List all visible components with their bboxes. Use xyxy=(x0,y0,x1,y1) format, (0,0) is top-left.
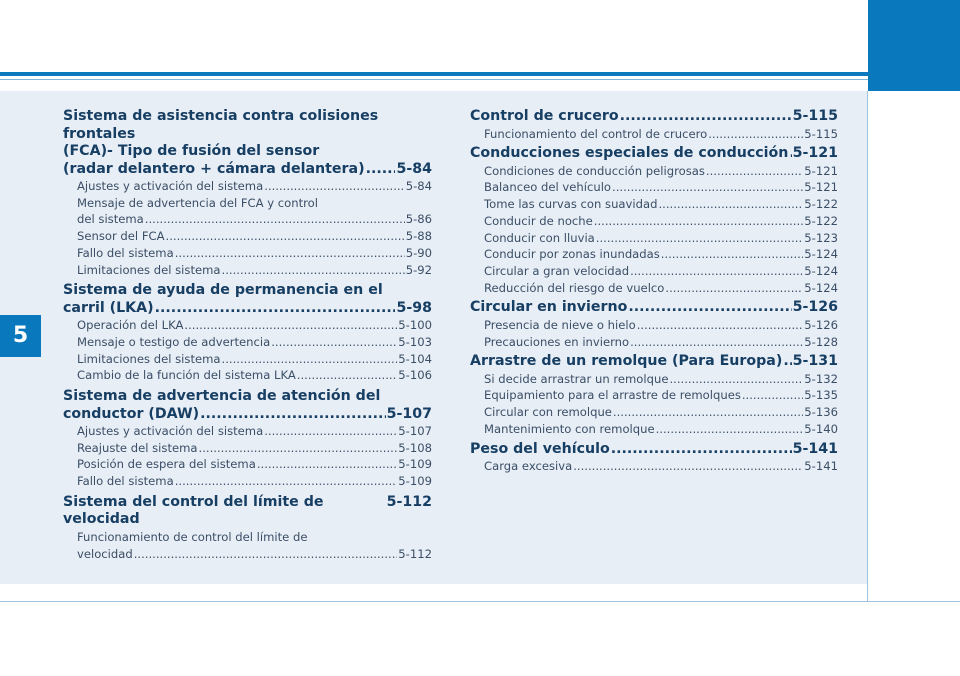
footer-rule xyxy=(0,601,960,602)
entry-line xyxy=(77,228,432,245)
entry-text: Circular con remolque xyxy=(484,405,612,420)
toc-entry[interactable] xyxy=(470,371,838,388)
entry-line xyxy=(77,195,432,212)
page-number: 5-112 xyxy=(386,493,432,510)
toc-entry[interactable] xyxy=(63,334,432,351)
page-number: 5-132 xyxy=(804,371,838,386)
dot-leader xyxy=(184,317,397,334)
section-title[interactable] xyxy=(470,299,838,317)
toc-entry[interactable] xyxy=(470,126,838,143)
page-number: 5-115 xyxy=(792,108,838,124)
toc-entry[interactable] xyxy=(63,351,432,368)
page-number: 5-124 xyxy=(804,280,838,295)
dot-leader xyxy=(199,440,398,457)
section-title-line xyxy=(470,441,838,459)
section-title[interactable] xyxy=(470,108,838,126)
toc-entry[interactable] xyxy=(470,246,838,263)
entry-line xyxy=(484,334,838,351)
page-number: 5-108 xyxy=(398,440,432,455)
dot-leader xyxy=(612,179,803,196)
toc-section xyxy=(470,299,838,350)
dot-leader xyxy=(661,246,804,263)
entry-text: Conducir con lluvia xyxy=(484,230,595,245)
section-title-text: Sistema de advertencia de atención del xyxy=(63,388,381,405)
dot-leader xyxy=(630,334,803,351)
entry-text: Presencia de nieve o hielo xyxy=(484,317,636,332)
page-number: 5-107 xyxy=(398,424,432,439)
toc-entry[interactable] xyxy=(470,163,838,180)
dot-leader xyxy=(297,367,398,384)
toc-section xyxy=(470,441,838,475)
dot-leader xyxy=(175,245,405,262)
page-number: 5-115 xyxy=(804,126,838,141)
toc-entry[interactable] xyxy=(63,195,432,228)
entry-line xyxy=(77,423,432,440)
section-title[interactable] xyxy=(63,494,432,529)
corner-block xyxy=(868,0,960,91)
toc-entry[interactable] xyxy=(470,317,838,334)
entry-line xyxy=(484,317,838,334)
entry-line xyxy=(484,126,838,143)
toc-entry[interactable] xyxy=(470,213,838,230)
section-title-text: Sistema de ayuda de permanencia en el xyxy=(63,282,383,299)
dot-leader xyxy=(366,161,396,179)
page-number: 5-104 xyxy=(398,351,432,366)
entry-text: Fallo del sistema xyxy=(77,245,174,260)
dot-leader xyxy=(613,404,803,421)
dot-leader xyxy=(628,299,791,317)
entry-line xyxy=(77,351,432,368)
toc-section xyxy=(63,494,432,562)
page-number: 5-141 xyxy=(792,440,838,457)
page-number: 5-128 xyxy=(804,334,838,349)
page-number: 5-140 xyxy=(804,421,838,436)
dot-leader xyxy=(134,546,398,563)
page-number: 5-121 xyxy=(804,163,838,178)
entry-text: Equipamiento para el arrastre de remolques xyxy=(484,388,741,403)
entry-text: Balanceo del vehículo xyxy=(484,180,612,195)
dot-leader xyxy=(789,145,791,163)
page-number: 5-136 xyxy=(804,405,838,420)
entry-text: Cambio de la función del sistema LKA xyxy=(77,368,296,383)
dot-leader xyxy=(611,441,792,459)
page-number: 5-141 xyxy=(804,459,838,474)
page-number: 5-109 xyxy=(398,457,432,472)
section-title[interactable] xyxy=(470,441,838,459)
entry-line xyxy=(77,456,432,473)
entry-line xyxy=(77,211,432,228)
entry-line xyxy=(77,245,432,262)
entry-line xyxy=(77,178,432,195)
page-number: 5-135 xyxy=(804,388,838,403)
entry-text: Conducir por zonas inundadas xyxy=(484,247,660,262)
entry-text: Funcionamiento de control del límite de xyxy=(77,529,308,544)
header-rule-thin xyxy=(0,79,868,80)
entry-line xyxy=(484,230,838,247)
toc-entry[interactable] xyxy=(63,262,432,279)
section-title-line xyxy=(470,353,838,371)
page-number: 5-124 xyxy=(804,247,838,262)
page-number: 5-92 xyxy=(405,262,432,277)
dot-leader xyxy=(669,371,803,388)
dot-leader xyxy=(742,387,803,404)
dot-leader xyxy=(264,423,397,440)
toc-entry[interactable] xyxy=(63,529,432,562)
toc-entry[interactable] xyxy=(63,228,432,245)
page-number: 5-109 xyxy=(398,474,432,489)
entry-text: Precauciones en invierno xyxy=(484,334,630,349)
section-title-text: Sistema del control del límite de velocidad xyxy=(63,493,324,528)
dot-leader xyxy=(783,353,791,371)
page-number: 5-90 xyxy=(405,245,432,260)
dot-leader xyxy=(166,228,405,245)
entry-line xyxy=(484,404,838,421)
section-title-line xyxy=(63,388,432,406)
toc-entry[interactable] xyxy=(470,404,838,421)
entry-text: Ajustes y activación del sistema xyxy=(77,424,264,439)
entry-text: Reajuste del sistema xyxy=(77,440,198,455)
entry-line xyxy=(484,163,838,180)
entry-line xyxy=(77,262,432,279)
page-number: 5-84 xyxy=(396,160,432,177)
dot-leader xyxy=(175,473,398,490)
entry-text: Condiciones de conducción peligrosas xyxy=(484,163,705,178)
dot-leader xyxy=(271,334,397,351)
page-number: 5-126 xyxy=(804,317,838,332)
entry-text: Limitaciones del sistema xyxy=(77,262,221,277)
section-title-line xyxy=(63,161,432,179)
toc-entry[interactable] xyxy=(63,245,432,262)
dot-leader xyxy=(594,213,804,230)
toc-entry[interactable] xyxy=(470,179,838,196)
dot-leader xyxy=(637,317,804,334)
entry-text: Circular a gran velocidad xyxy=(484,263,630,278)
toc-entry[interactable] xyxy=(470,196,838,213)
dot-leader xyxy=(630,263,803,280)
toc-entry[interactable] xyxy=(470,280,838,297)
page-number: 5-107 xyxy=(386,405,432,422)
page-number: 5-121 xyxy=(792,145,838,162)
dot-leader xyxy=(155,300,396,318)
margin-strip xyxy=(868,91,960,584)
dot-leader xyxy=(257,456,397,473)
toc-entry[interactable] xyxy=(63,317,432,334)
page-number: 5-106 xyxy=(398,368,432,383)
section-title-line xyxy=(63,143,432,161)
entry-line xyxy=(484,387,838,404)
section-title-text: conductor (DAW) xyxy=(63,405,200,422)
entry-line xyxy=(77,367,432,384)
section-title-text: Conducciones especiales de conducción xyxy=(470,145,789,162)
entry-line xyxy=(484,458,838,475)
section-title-line xyxy=(63,108,432,143)
entry-text: Sensor del FCA xyxy=(77,229,165,244)
entry-line xyxy=(484,179,838,196)
entry-text: Carga excesiva xyxy=(484,459,573,474)
page-number: 5-126 xyxy=(792,299,838,316)
section-title-line xyxy=(63,300,432,318)
dot-leader xyxy=(706,163,803,180)
section-title-text: Arrastre de un remolque (Para Europa) xyxy=(470,353,783,370)
dot-leader xyxy=(264,178,404,195)
toc-entry[interactable] xyxy=(470,387,838,404)
toc-entry[interactable] xyxy=(470,421,838,438)
dot-leader xyxy=(656,421,804,438)
section-title-text: (radar delantero + cámara delantera) xyxy=(63,160,365,177)
entry-text: Mensaje de advertencia del FCA y control xyxy=(77,195,318,210)
page-number: 5-112 xyxy=(398,546,432,561)
entry-line xyxy=(77,440,432,457)
dot-leader xyxy=(708,126,803,143)
entry-line xyxy=(484,421,838,438)
page-number: 5-124 xyxy=(804,263,838,278)
entry-text: Limitaciones del sistema xyxy=(77,351,221,366)
entry-line xyxy=(484,371,838,388)
column-rule xyxy=(867,91,868,601)
dot-leader xyxy=(222,351,398,368)
entry-text: velocidad xyxy=(77,546,133,561)
toc-entry[interactable] xyxy=(63,456,432,473)
section-title[interactable] xyxy=(470,145,838,163)
entry-line xyxy=(77,317,432,334)
dot-leader xyxy=(665,280,803,297)
entry-line xyxy=(77,473,432,490)
page-number: 5-123 xyxy=(804,230,838,245)
chapter-tab[interactable]: 5 xyxy=(0,315,41,357)
entry-line xyxy=(77,546,432,563)
dot-leader xyxy=(620,108,792,126)
toc-entry[interactable] xyxy=(63,178,432,195)
page-number: 5-98 xyxy=(396,299,432,316)
section-title-line xyxy=(470,145,838,163)
dot-leader xyxy=(658,196,803,213)
toc-section xyxy=(470,353,838,437)
section-title-line xyxy=(470,299,838,317)
dot-leader xyxy=(222,262,405,279)
toc-section xyxy=(63,388,432,490)
toc-entry[interactable] xyxy=(63,473,432,490)
toc-entry[interactable] xyxy=(470,458,838,475)
toc-entry[interactable] xyxy=(63,367,432,384)
entry-text: Mantenimiento con remolque xyxy=(484,421,655,436)
toc-entry[interactable] xyxy=(470,230,838,247)
entry-text: Ajustes y activación del sistema xyxy=(77,179,264,193)
section-title-line xyxy=(63,406,432,424)
section-title-line xyxy=(470,108,838,126)
toc-section xyxy=(63,108,432,278)
toc-column-right xyxy=(470,108,838,475)
entry-text: Funcionamiento del control de crucero xyxy=(484,126,708,141)
entry-text: Conducir de noche xyxy=(484,213,593,228)
entry-line xyxy=(77,529,432,546)
section-title-text: Sistema de asistencia contra colisiones frontales xyxy=(63,108,379,142)
entry-line xyxy=(484,213,838,230)
entry-text: Fallo del sistema xyxy=(77,474,174,489)
section-title-text: Circular en invierno xyxy=(470,299,628,316)
section-title[interactable] xyxy=(63,388,432,423)
page-number: 5-84 xyxy=(405,179,432,193)
page-number: 5-88 xyxy=(405,229,432,244)
section-title-line xyxy=(63,494,432,529)
page-number: 5-122 xyxy=(804,197,838,212)
section-title[interactable] xyxy=(470,353,838,371)
entry-line xyxy=(484,196,838,213)
toc-section xyxy=(470,108,838,142)
toc-section xyxy=(470,145,838,296)
entry-line xyxy=(77,334,432,351)
entry-text: Posición de espera del sistema xyxy=(77,457,256,472)
dot-leader xyxy=(145,211,405,228)
toc-column-left xyxy=(63,108,432,562)
dot-leader xyxy=(200,406,385,424)
section-title-text: carril (LKA) xyxy=(63,299,154,316)
entry-line xyxy=(484,263,838,280)
page-number: 5-121 xyxy=(804,180,838,195)
entry-text: Operación del LKA xyxy=(77,318,184,333)
toc-entry[interactable] xyxy=(470,334,838,351)
section-title-text: (FCA)- Tipo de fusión del sensor xyxy=(63,143,320,159)
entry-text: Reducción del riesgo de vuelco xyxy=(484,280,665,295)
section-title-line xyxy=(63,282,432,300)
entry-text: del sistema xyxy=(77,212,144,227)
toc-section xyxy=(63,282,432,384)
page-number: 5-86 xyxy=(405,212,432,227)
page-number: 5-100 xyxy=(398,318,432,333)
toc-entry[interactable] xyxy=(63,440,432,457)
section-title[interactable] xyxy=(63,282,432,317)
entry-text: Mensaje o testigo de advertencia xyxy=(77,334,271,349)
page-number: 5-103 xyxy=(398,334,432,349)
section-title-text: Peso del vehículo xyxy=(470,440,610,457)
page-number: 5-122 xyxy=(804,213,838,228)
page-number: 5-131 xyxy=(792,353,838,370)
dot-leader xyxy=(596,230,804,247)
entry-text: Si decide arrastrar un remolque xyxy=(484,371,669,386)
entry-line xyxy=(484,280,838,297)
toc-entry[interactable] xyxy=(470,263,838,280)
section-title-text: Control de crucero xyxy=(470,108,619,124)
entry-line xyxy=(484,246,838,263)
toc-entry[interactable] xyxy=(63,423,432,440)
header-rule xyxy=(0,72,868,76)
section-title[interactable] xyxy=(63,108,432,178)
dot-leader xyxy=(573,458,803,475)
entry-text: Tome las curvas con suavidad xyxy=(484,197,658,212)
